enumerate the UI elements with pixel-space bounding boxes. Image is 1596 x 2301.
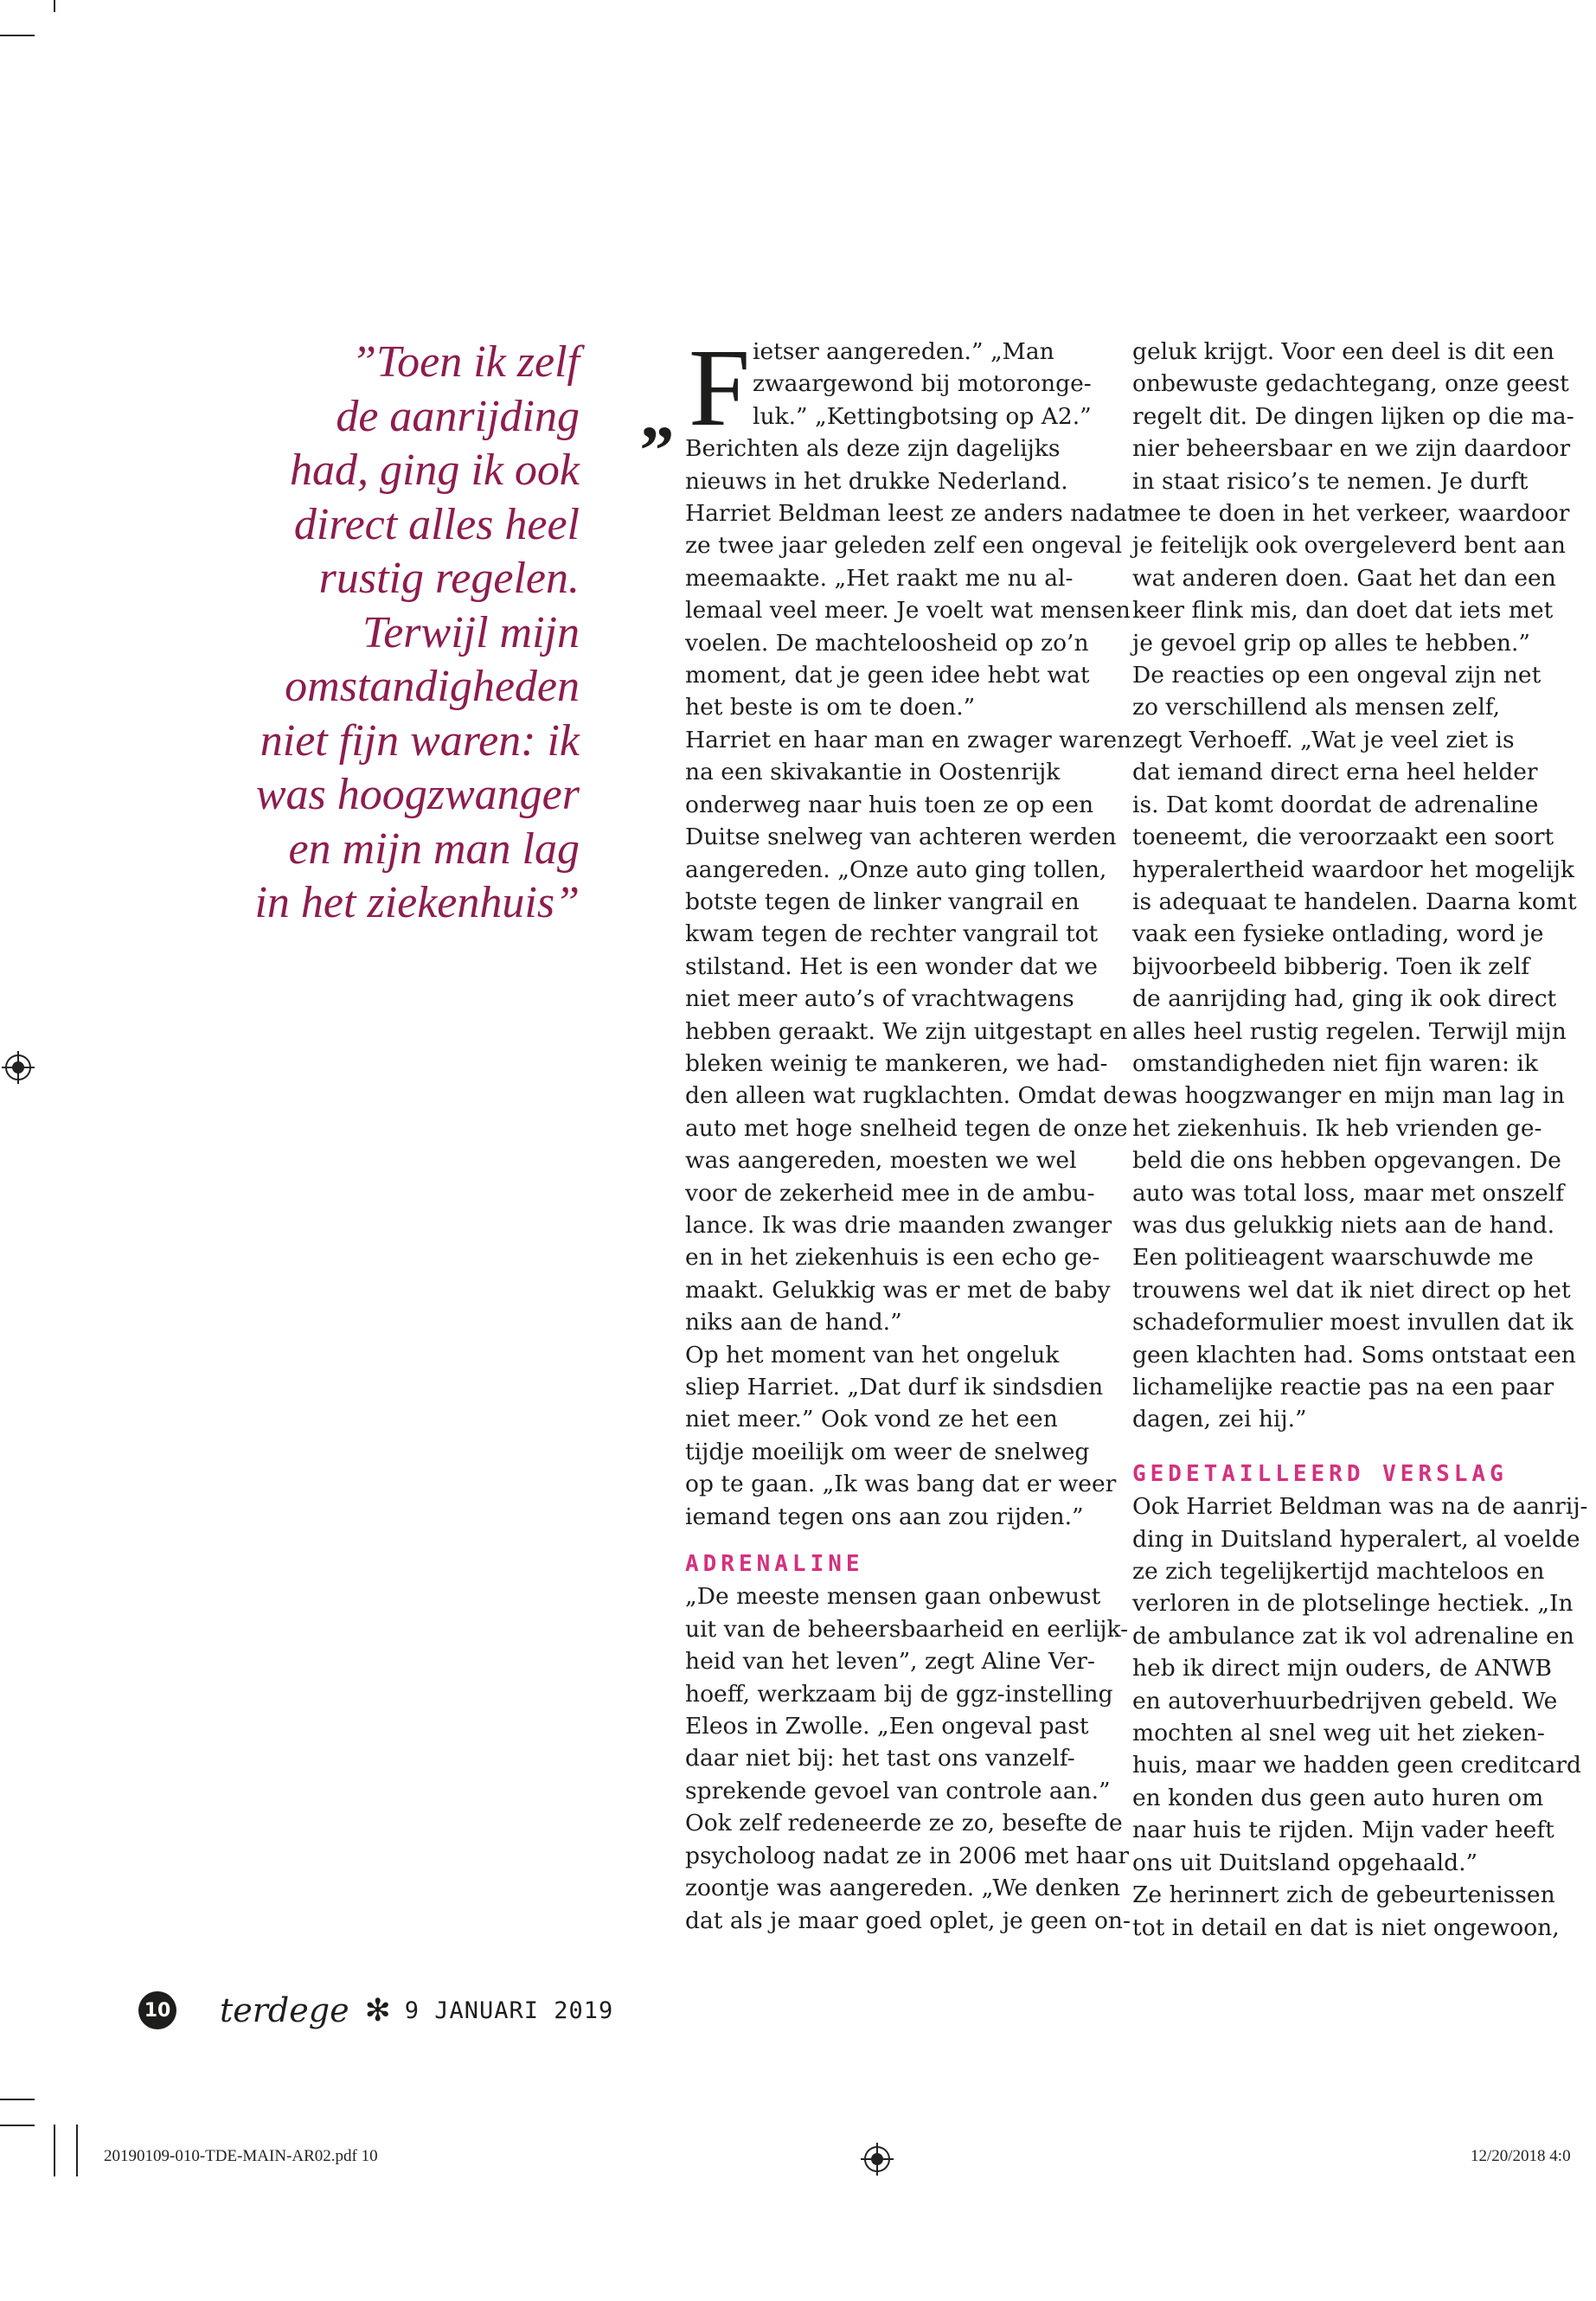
text-line: het ziekenhuis. Ik heb vrienden ge-: [1132, 1114, 1542, 1142]
text-line: was aangereden, moesten we wel: [685, 1147, 1077, 1175]
text-line: luk.” „Kettingbotsing op A2.”: [753, 402, 1092, 430]
text-line: Duitse snelweg van achteren werden: [685, 824, 1117, 851]
text-line: lance. Ik was drie maanden zwanger: [685, 1211, 1112, 1239]
text-line: zegt Verhoeff. „Wat je veel ziet is: [1132, 726, 1515, 753]
text-line: nier beheersbaar en we zijn daardoor: [1132, 435, 1571, 463]
crop-mark: [54, 0, 55, 12]
pull-quote-line: was hoogzwanger: [255, 770, 580, 819]
text-line: in staat risico’s te nemen. Je durft: [1132, 467, 1529, 495]
page-footer: [138, 1989, 613, 2032]
pull-quote-line: rustig regelen.: [318, 554, 580, 603]
text-line: geluk krijgt. Voor een deel is dit een: [1132, 338, 1554, 365]
text-line: zo verschillend als mensen zelf,: [1132, 694, 1501, 721]
text-line: lemaal veel meer. Je voelt wat mensen: [685, 597, 1131, 625]
text-line: Ze herinnert zich de gebeurtenissen: [1132, 1881, 1555, 1909]
text-line: Een politieagent waarschuwde me: [1132, 1244, 1534, 1272]
pull-quote-line: direct alles heel: [293, 499, 580, 549]
text-line: Ook zelf redeneerde ze zo, besefte de: [685, 1810, 1123, 1837]
magazine-logo: terdege: [220, 1991, 349, 2029]
text-line: hyperalertheid waardoor het mogelijk: [1132, 856, 1574, 883]
text-line: De reacties op een ongeval zijn net: [1132, 662, 1542, 689]
text-line: ons uit Duitsland opgehaald.”: [1132, 1849, 1478, 1876]
crop-mark: [0, 2125, 35, 2126]
text-line: voor de zekerheid mee in de ambu-: [685, 1179, 1095, 1207]
crop-mark: [0, 2099, 35, 2100]
text-line: huis, maar we hadden geen creditcard: [1132, 1752, 1582, 1779]
text-line: ietser aangereden.” „Man: [753, 338, 1054, 365]
text-line: en konden dus geen auto huren om: [1132, 1784, 1544, 1811]
pull-quote-line: en mijn man lag: [288, 824, 580, 874]
print-slug-date: 12/20/2018 4:0: [1471, 2147, 1571, 2165]
body-text: [685, 1580, 1137, 1936]
asterisk-icon: ✻: [364, 1992, 391, 2029]
article-column-2: [685, 326, 1137, 1937]
opening-quote-mark: „: [640, 377, 675, 453]
text-line: is adequaat te handelen. Daarna komt: [1132, 888, 1577, 915]
text-line: onderweg naar huis toen ze op een: [685, 791, 1094, 818]
text-line: psycholoog nadat ze in 2006 met haar: [685, 1842, 1129, 1869]
text-line: toeneemt, die veroorzaakt een soort: [1132, 824, 1554, 851]
text-line: Op het moment van het ongeluk: [685, 1341, 1060, 1368]
text-line: tijdje moeilijk om weer de snelweg: [685, 1438, 1090, 1465]
text-line: moment, dat je geen idee hebt wat: [685, 662, 1090, 689]
pull-quote-line: Terwijl mijn: [362, 607, 580, 657]
text-line: bleken weinig te mankeren, we had-: [685, 1049, 1108, 1077]
text-line: is. Dat komt doordat de adrenaline: [1132, 791, 1539, 818]
text-line: ding in Duitsland hyperalert, al voelde: [1132, 1525, 1580, 1553]
text-line: beld die ons hebben opgevangen. De: [1132, 1147, 1561, 1175]
crop-mark: [76, 2125, 78, 2176]
text-line: niet meer.” Ook vond ze het een: [685, 1406, 1058, 1433]
text-line: heb ik direct mijn ouders, de ANWB: [1132, 1655, 1552, 1682]
body-text: [1132, 1490, 1588, 1944]
text-line: niks aan de hand.”: [685, 1309, 902, 1336]
article-column-3: [1132, 336, 1588, 1944]
section-heading-adrenaline: ADRENALINE: [685, 1551, 864, 1578]
text-line: keer flink mis, dan doet dat iets met: [1132, 597, 1554, 625]
text-line: mee te doen in het verkeer, waardoor: [1132, 500, 1570, 528]
text-line: regelt dit. De dingen lijken op die ma-: [1132, 402, 1574, 430]
text-line: trouwens wel dat ik niet direct op het: [1132, 1276, 1571, 1304]
issue-date: 9 JANUARI 2019: [404, 1997, 614, 2024]
pull-quote: [216, 336, 580, 931]
text-line: „De meeste mensen gaan onbewust: [685, 1583, 1101, 1611]
text-line: je feitelijk ook overgeleverd bent aan: [1132, 532, 1566, 560]
text-line: alles heel rustig regelen. Terwijl mijn: [1132, 1017, 1567, 1045]
page-number: 10: [138, 1991, 176, 2029]
text-line: stilstand. Het is een wonder dat we: [685, 952, 1098, 980]
text-line: hebben geraakt. We zijn uitgestapt en: [685, 1017, 1128, 1045]
text-line: Eleos in Zwolle. „Een ongeval past: [685, 1713, 1089, 1740]
text-line: mochten al snel weg uit het zieken-: [1132, 1720, 1545, 1747]
text-line: was hoogzwanger en mijn man lag in: [1132, 1082, 1565, 1110]
print-slug-file: 20190109-010-TDE-MAIN-AR02.pdf 10: [104, 2147, 378, 2165]
text-line: ze zich tegelijkertijd machteloos en: [1132, 1558, 1545, 1586]
text-line: Harriet Beldman leest ze anders nadat: [685, 500, 1137, 528]
pull-quote-line: in het ziekenhuis”: [254, 878, 580, 927]
text-line: schadeformulier moest invullen dat ik: [1132, 1309, 1574, 1336]
text-line: Berichten als deze zijn dagelijks: [685, 435, 1061, 463]
text-line: het beste is om te doen.”: [685, 694, 976, 721]
text-line: Harriet en haar man en zwager waren: [685, 726, 1132, 753]
text-line: lichamelijke reactie pas na een paar: [1132, 1374, 1554, 1400]
text-line: je gevoel grip op alles te hebben.”: [1132, 629, 1530, 657]
text-line: wat anderen doen. Gaat het dan een: [1132, 564, 1556, 592]
text-line: aangereden. „Onze auto ging tollen,: [685, 856, 1107, 883]
pull-quote-line: omstandigheden: [285, 662, 580, 711]
pull-quote-line: niet fijn waren: ik: [260, 715, 580, 766]
text-line: de aanrijding had, ging ik ook direct: [1132, 985, 1557, 1013]
text-line: zoontje was aangereden. „We denken: [685, 1875, 1121, 1902]
text-line: tot in detail en dat is niet ongewoon,: [1132, 1913, 1560, 1941]
text-line: heid van het leven”, zegt Aline Ver-: [685, 1648, 1095, 1676]
text-line: verloren in de plotselinge hectiek. „In: [1132, 1590, 1574, 1618]
text-line: na een skivakantie in Oostenrijk: [685, 759, 1061, 786]
crop-mark: [0, 35, 35, 36]
crop-mark: [54, 2125, 55, 2176]
text-line: omstandigheden niet fijn waren: ik: [1132, 1049, 1538, 1077]
text-line: en in het ziekenhuis is een echo ge-: [685, 1244, 1100, 1272]
body-text: [685, 433, 1137, 1533]
text-line: sprekende gevoel van controle aan.”: [685, 1777, 1111, 1804]
text-line: was dus gelukkig niets aan de hand.: [1132, 1211, 1555, 1239]
text-line: meemaakte. „Het raakt me nu al-: [685, 564, 1074, 592]
text-line: auto was total loss, maar met onszelf: [1132, 1179, 1565, 1207]
text-line: sliep Harriet. „Dat durf ik sindsdien: [685, 1374, 1104, 1400]
text-line: iemand tegen ons aan zou rijden.”: [685, 1503, 1084, 1530]
body-text: [1132, 336, 1588, 1436]
text-line: onbewuste gedachtegang, onze geest: [1132, 370, 1569, 398]
text-line: en autoverhuurbedrijven gebeld. We: [1132, 1687, 1558, 1715]
text-line: nieuws in het drukke Nederland.: [685, 467, 1068, 495]
text-line: zwaargewond bij motoronge-: [753, 370, 1092, 398]
text-line: op te gaan. „Ik was bang dat er weer: [685, 1471, 1117, 1498]
text-line: den alleen wat rugklachten. Omdat de: [685, 1082, 1131, 1110]
registration-mark-icon: [864, 2146, 890, 2172]
text-line: kwam tegen de rechter vangrail tot: [685, 920, 1099, 948]
pull-quote-line: de aanrijding: [336, 391, 580, 441]
text-line: dat iemand direct erna heel helder: [1132, 759, 1538, 786]
drop-cap: F: [689, 326, 751, 449]
text-line: niet meer auto’s of vrachtwagens: [685, 985, 1074, 1013]
text-line: ze twee jaar geleden zelf een ongeval: [685, 532, 1123, 560]
text-line: Ook Harriet Beldman was na de aanrij-: [1132, 1493, 1588, 1521]
text-line: maakt. Gelukkig was er met de baby: [685, 1276, 1111, 1304]
pull-quote-line: had, ging ik ook: [289, 445, 580, 495]
pull-quote-line: ”Toen ik zelf: [351, 337, 580, 387]
text-line: vaak een fysieke ontlading, word je: [1132, 920, 1544, 948]
text-line: de ambulance zat ik vol adrenaline en: [1132, 1622, 1574, 1650]
text-line: dagen, zei hij.”: [1132, 1406, 1307, 1433]
text-line: uit van de beheersbaarheid en eerlijk-: [685, 1615, 1129, 1643]
text-line: auto met hoge snelheid tegen de onze: [685, 1114, 1128, 1142]
text-line: dat als je maar goed oplet, je geen on-: [685, 1907, 1131, 1934]
text-line: geen klachten had. Soms ontstaat een: [1132, 1341, 1576, 1368]
registration-mark-icon: [5, 1054, 31, 1080]
text-line: hoeff, werkzaam bij de ggz-instelling: [685, 1680, 1113, 1708]
text-line: naar huis te rijden. Mijn vader heeft: [1132, 1817, 1554, 1844]
text-line: bijvoorbeeld bibberig. Toen ik zelf: [1132, 952, 1530, 980]
text-line: daar niet bij: het tast ons vanzelf-: [685, 1745, 1075, 1772]
section-heading-verslag: GEDETAILLEERD VERSLAG: [1132, 1460, 1508, 1487]
text-line: botste tegen de linker vangrail en: [685, 888, 1080, 915]
text-line: voelen. De machteloosheid op zo’n: [685, 629, 1089, 657]
